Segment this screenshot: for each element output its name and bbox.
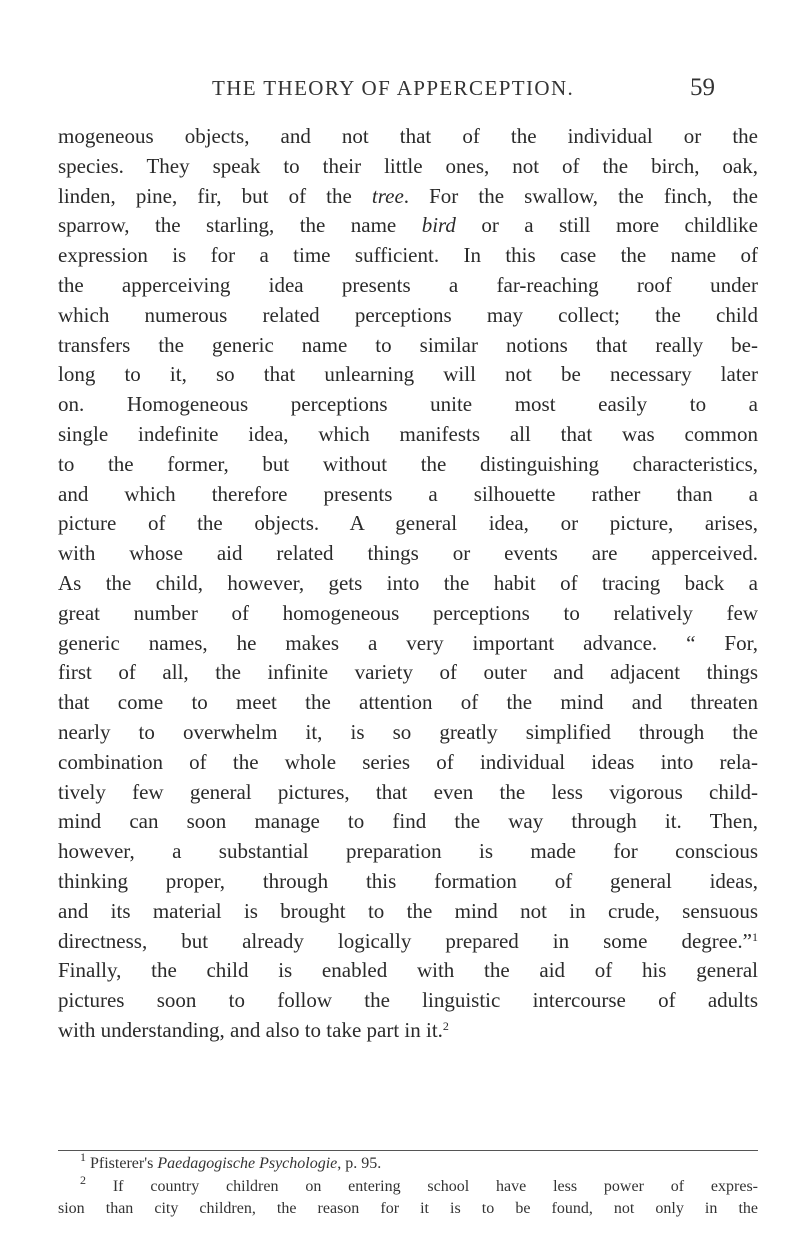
text-line: species. They speak to their little ones, not of the birch, oak, xyxy=(58,153,758,178)
text-line: long to it, so that unlearning will not be necessary later xyxy=(58,362,758,387)
text-line: however, a substantial preparation is made for conscious xyxy=(58,839,758,864)
text-line: and its material is brought to the mind not in crude, sensuous xyxy=(58,898,758,923)
footnote-marker: 1 xyxy=(752,929,758,944)
text-line: that come to meet the attention of the mind and threaten xyxy=(58,690,758,715)
footnote-marker: 1 xyxy=(80,1150,86,1164)
text-line: generic names, he makes a very important advance. “ For, xyxy=(58,630,758,655)
text-line: tively few general pictures, that even the less vigorous child- xyxy=(58,779,758,804)
text-line: on. Homogeneous perceptions unite most easily to a xyxy=(58,392,758,417)
text-line: great number of homogeneous perceptions to relatively few xyxy=(58,600,758,625)
text-line-with-footnote xyxy=(58,1016,758,1046)
text-line: pictures soon to follow the linguistic intercourse of adults xyxy=(58,988,758,1013)
text-line: to the former, but without the distinguishing characteristics, xyxy=(58,451,758,476)
text-line: with whose aid related things or events are apperceived. xyxy=(58,541,758,566)
text-line: mogeneous objects, and not that of the individual or the xyxy=(58,124,758,148)
footnote-divider xyxy=(58,1150,758,1151)
italic-word: tree xyxy=(371,183,404,208)
line-text: with understanding, and also to take part in it. xyxy=(58,1017,443,1042)
footnote-marker: 2 xyxy=(442,1018,449,1033)
text-line: and which therefore presents a silhouette rather than a xyxy=(58,481,758,506)
line-text: or a still more childlike xyxy=(455,213,758,238)
footnote-2-continued: sion than city children, the reason for it is to be found, not only in the xyxy=(58,1200,758,1217)
footnote-marker: 2 xyxy=(80,1172,86,1187)
text-line: the apperceiving idea presents a far-reaching roof under xyxy=(58,272,758,297)
text-line-with-italic xyxy=(58,211,758,241)
text-line: picture of the objects. A general idea, or picture, arises, xyxy=(58,511,758,536)
text-line: transfers the generic name to similar notions that really be- xyxy=(58,332,758,357)
italic-word: bird xyxy=(421,213,456,238)
footnote-text: , p. 95. xyxy=(337,1155,382,1172)
line-text: sparrow, the starling, the name xyxy=(58,213,422,238)
body-text xyxy=(58,122,758,1046)
text-line: which numerous related perceptions may collect; the child xyxy=(58,302,758,327)
text-line: Finally, the child is enabled with the aid of his general xyxy=(58,958,758,983)
text-line: expression is for a time sufficient. In this case the name of xyxy=(58,243,758,268)
footnotes xyxy=(58,1150,759,1221)
text-line-with-footnote xyxy=(58,927,758,957)
line-text: . For the swallow, the finch, the xyxy=(403,183,758,208)
text-line: As the child, however, gets into the habit of tracing back a xyxy=(58,570,758,595)
line-text: linden, pine, fir, but of the xyxy=(58,183,372,208)
text-line: nearly to overwhelm it, is so greatly simplified through the xyxy=(58,719,758,744)
text-line: combination of the whole series of individual ideas into rela- xyxy=(58,749,758,774)
footnote-2 xyxy=(58,1172,759,1199)
text-line: single indefinite idea, which manifests all that was common xyxy=(58,421,758,446)
footnote-text: Pfisterer's xyxy=(90,1155,158,1172)
footnote-text: If country children on entering school have less power of expres- xyxy=(112,1177,759,1195)
running-title: THE THEORY OF APPERCEPTION. xyxy=(212,76,575,100)
footnote-italic-title: Paedagogische Psychologie xyxy=(157,1155,338,1172)
page-number: 59 xyxy=(690,74,715,101)
line-text: directness, but already logically prepared in some degree.” xyxy=(58,928,752,953)
text-line: thinking proper, through this formation of general ideas, xyxy=(58,868,758,893)
text-line: first of all, the infinite variety of outer and adjacent things xyxy=(58,660,758,685)
footnote-1 xyxy=(58,1150,758,1176)
text-line: mind can soon manage to find the way through it. Then, xyxy=(58,809,758,834)
running-head xyxy=(0,76,800,116)
text-line-with-italic xyxy=(58,182,758,212)
